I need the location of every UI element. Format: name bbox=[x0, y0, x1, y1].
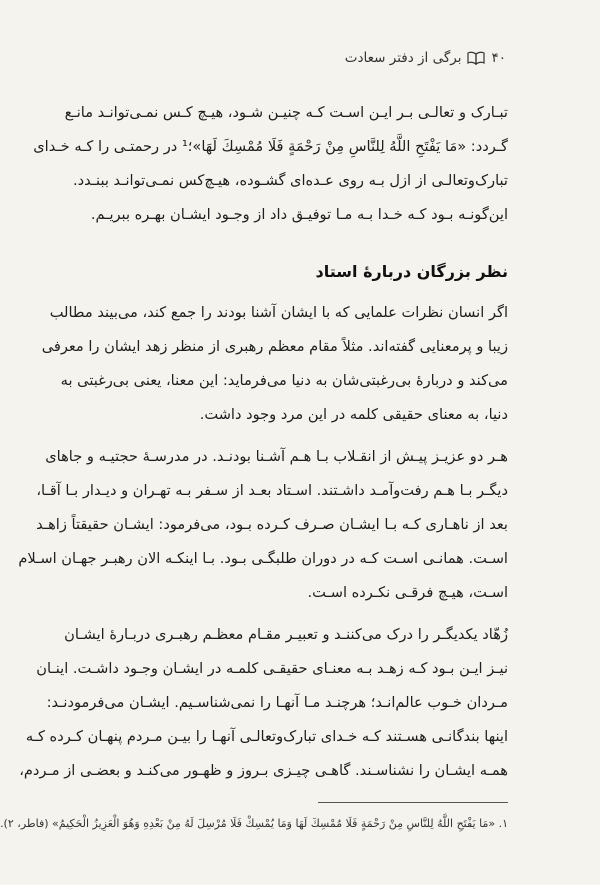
text-line: دنیا، به معنای حقیقی کلمه در این مرد وجود داشت. bbox=[199, 406, 508, 423]
book-title: برگی از دفتر سعادت bbox=[344, 50, 462, 66]
section-heading: نظر بزرگان دربارهٔ استاد bbox=[315, 262, 508, 281]
text-line: زُهّاد یکدیگـر را درک می‌کننـد و تعبیـر مقـام معظـم رهبـری دربـارهٔ ایشـان bbox=[64, 626, 508, 643]
section-body bbox=[18, 296, 508, 788]
text-line: تبـارک و تعالـی بـر ایـن اسـت کـه چنیـن شـود، هیـچ کـس نمـی‌توانـد مانـع bbox=[64, 104, 508, 121]
text-line: زیبا و پرمعنایی گفته‌اند. مثلاً مقام معظم رهبری از منظر زهد ایشان را معرفی bbox=[41, 338, 508, 355]
text-line: اسـت. همانـی اسـت کـه در دوران طلبگـی بـود. بـا اینکـه الان رهبـر جهـان اسـلام bbox=[18, 550, 508, 567]
text-line: این‌گونـه بـود کـه خـدا بـه مـا توفیـق داد از وجـود ایشـان بهـره ببریـم. bbox=[90, 206, 508, 223]
text-line: تبارک‌وتعالـی از ازل بـه روی عـده‌ای گشـوده، هیـچ‌کس نمـی‌توانـد ببنـدد. bbox=[72, 172, 508, 189]
text-line: نیـز ایـن بـود کـه زهـد بـه معنـای حقیقـی کلمـه در ایشـان وجـود داشـت. اینـان bbox=[36, 660, 508, 677]
open-book-icon bbox=[467, 51, 485, 65]
text-line: اینها بندگانـی هسـتند کـه خـدای تبارک‌وتعالـی آنهـا را بیـن مـردم پنهـان کـرده کـه bbox=[25, 728, 508, 745]
text-line: بعد از ناهـاری کـه بـا ایشـان صـرف کـرده بـود، می‌فرمود: ایشـان حقیقتاً زاهـد bbox=[36, 516, 508, 533]
footnote: ۱. «مَا يَفْتَحِ اللَّهُ لِلنَّاسِ مِنْ رَحْمَةٍ فَلَا مُمْسِكَ لَهَا وَمَا يُمْسِكْ فَلَا مُرْسِلَ لَهُ مِنْ بَعْدِهِ وَهُوَ الْعَزِيزُ الْحَكِيمُ» (فاطر، ۲). bbox=[0, 817, 508, 830]
running-header bbox=[345, 50, 506, 66]
paragraph-gap bbox=[68, 610, 508, 618]
text-line: مـردان خـوب عالم‌انـد؛ هرچنـد مـا آنهـا را نمی‌شناسـیم. ایشـان می‌فرمودنـد: bbox=[46, 694, 508, 711]
text-line: دیگـر بـا هـم رفت‌وآمـد داشـتند. اسـتاد بعـد از سـفر بـه تهـران و دیـدار بـا آقـا، bbox=[36, 482, 508, 499]
text-line: اسـت، هیـچ فرقـی نکـرده اسـت. bbox=[307, 584, 508, 601]
footnote-divider bbox=[318, 802, 508, 803]
text-line: اگر انسان نظرات علمایی که با ایشان آشنا بودند را جمع کند، می‌بیند مطالب bbox=[49, 304, 508, 321]
paragraph-gap bbox=[68, 432, 508, 440]
page-number: ۴۰ bbox=[491, 50, 506, 66]
text-line-with-quote: گـردد: «مَا يَفْتَحِ اللَّهُ لِلنَّاسِ مِنْ رَحْمَةٍ فَلَا مُمْسِكَ لَهَا»؛¹ در رحمتـی را کـه خـدای bbox=[33, 138, 508, 155]
paragraph-intro bbox=[33, 96, 508, 232]
text-line: هـر دو عزیـز پیـش از انقـلاب بـا هـم آشـنا بودنـد. در مدرسـهٔ حجتیـه و جاهای bbox=[45, 448, 508, 465]
text-line: می‌کند و دربارهٔ بی‌رغبتی‌شان به دنیا می‌فرماید: این معنا، یعنی بی‌رغبتی به bbox=[60, 372, 508, 389]
text-line: همـه ایشـان را نشناسـند. گاهـی چیـزی بـروز و ظهـور می‌کنـد و بعضـی از مـردم، bbox=[19, 762, 508, 779]
